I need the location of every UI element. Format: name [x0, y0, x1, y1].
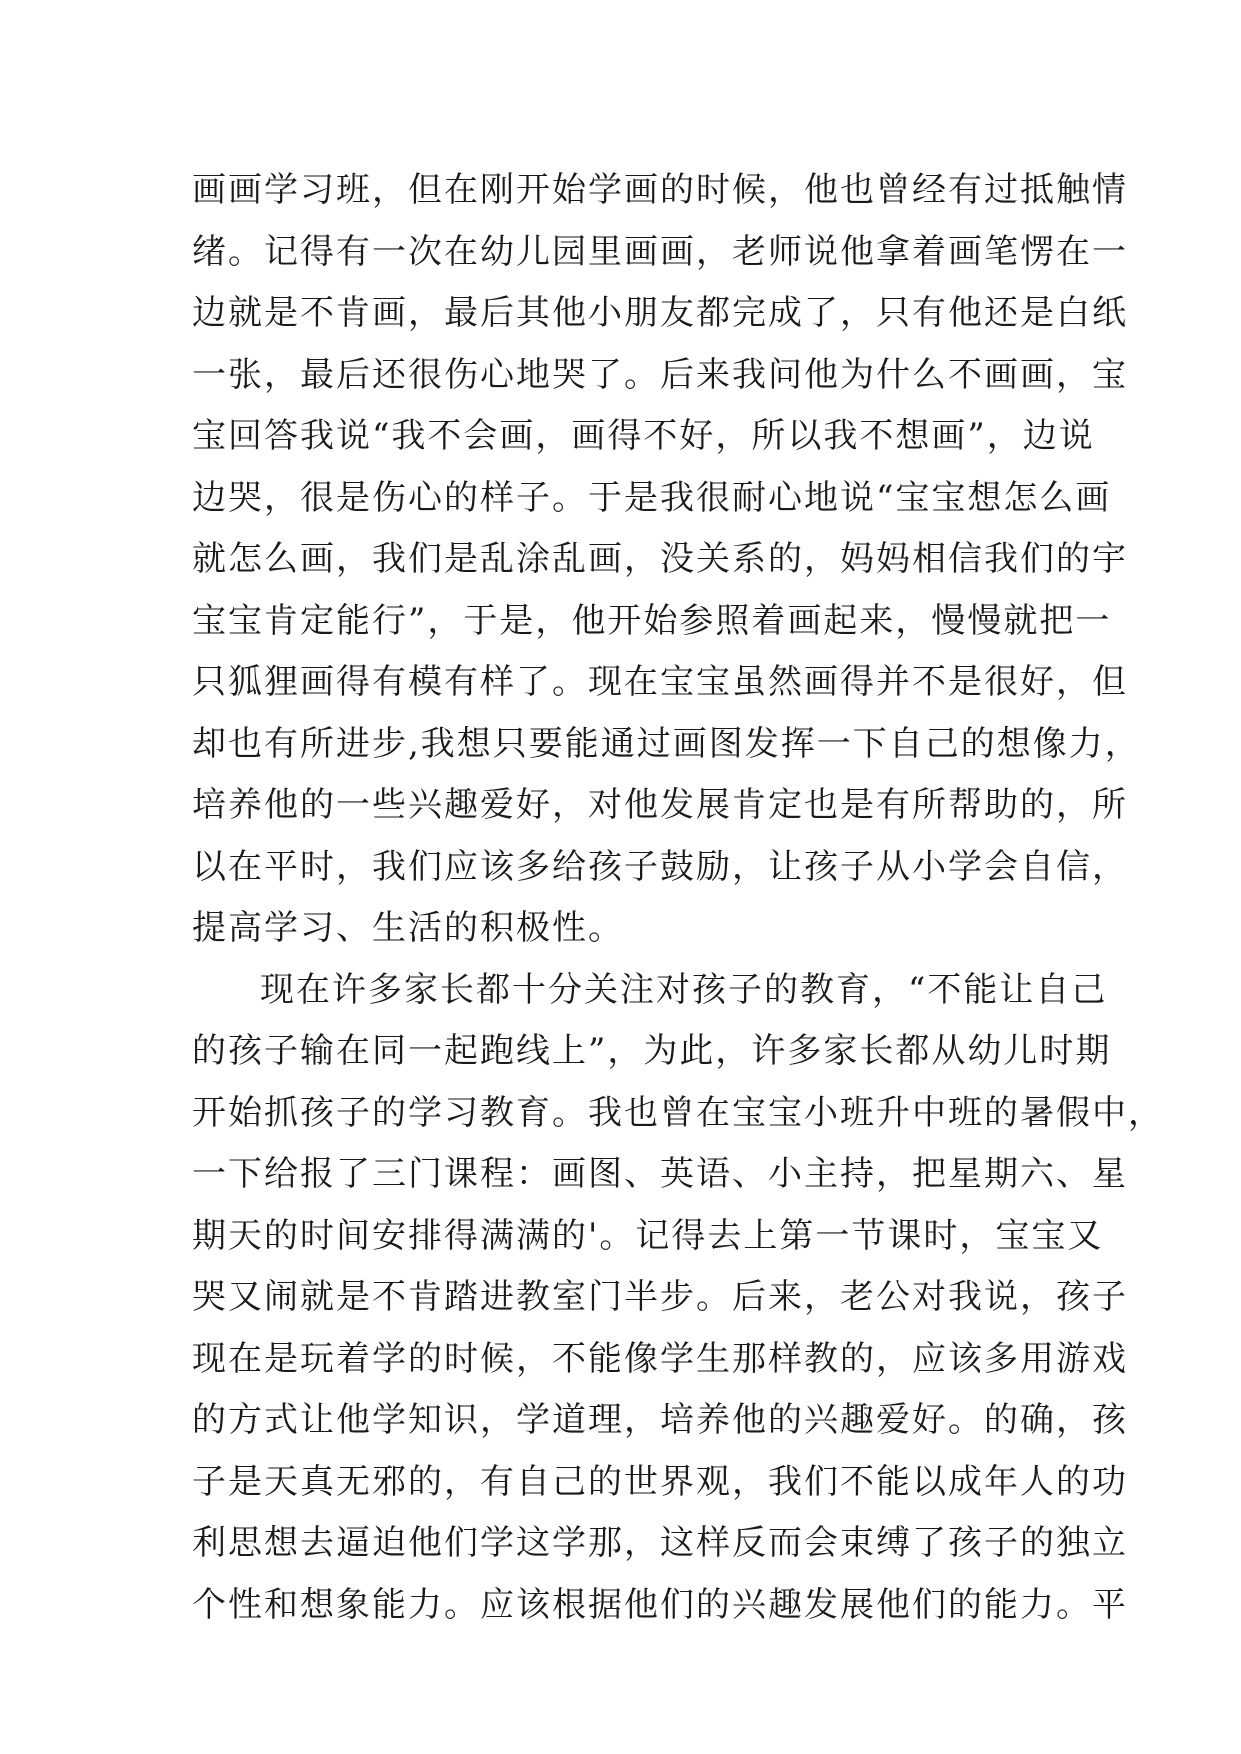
text-line: 利思想去逼迫他们学这学那，这样反而会束缚了孩子的独立 [192, 1523, 1128, 1563]
text-line: 却也有所进步,我想只要能通过画图发挥一下自己的想像力， [192, 723, 1141, 764]
text-line: 边就是不肯画，最后其他小朋友都完成了，只有他还是白纸 [192, 293, 1128, 333]
text-line: 宝宝肯定能行”，于是，他开始参照着画起来，慢慢就把一 [192, 600, 1112, 641]
text-line: 就怎么画，我们是乱涂乱画，没关系的，妈妈相信我们的宇 [192, 539, 1128, 579]
text-line: 宝回答我说“我不会画，画得不好，所以我不想画”，边说 [192, 416, 1095, 456]
text-line: 提高学习、生活的积极性。 [192, 908, 624, 948]
text-line: 现在许多家长都十分关注对孩子的教育，“不能让自己 [260, 969, 1108, 1010]
text-line: 哭又闹就是不肯踏进教室门半步。后来，老公对我说，孩子 [192, 1277, 1128, 1317]
text-line: 画画学习班，但在刚开始学画的时候，他也曾经有过抵触情 [192, 170, 1128, 210]
paragraph [192, 960, 1164, 1637]
body-text [192, 160, 1164, 1636]
text-line: 子是天真无邪的，有自己的世界观，我们不能以成年人的功 [192, 1461, 1128, 1502]
text-line: 开始抓孩子的学习教育。我也曾在宝宝小班升中班的暑假中， [192, 1092, 1164, 1133]
text-line: 期天的时间安排得满满的'。记得去上第一节课时，宝宝又 [192, 1215, 1104, 1256]
text-line: 边哭，很是伤心的样子。于是我很耐心地说“宝宝想怎么画 [192, 477, 1112, 518]
paragraph [192, 160, 1141, 960]
text-line: 以在平时，我们应该多给孩子鼓励，让孩子从小学会自信， [192, 846, 1128, 887]
text-line: 培养他的一些兴趣爱好，对他发展肯定也是有所帮助的，所 [192, 785, 1128, 825]
text-line: 的方式让他学知识，学道理，培养他的兴趣爱好。的确，孩 [192, 1400, 1128, 1440]
text-line: 的孩子输在同一起跑线上”，为此，许多家长都从幼儿时期 [192, 1031, 1112, 1071]
text-line: 一下给报了三门课程：画图、英语、小主持，把星期六、星 [192, 1154, 1128, 1194]
text-line: 一张，最后还很伤心地哭了。后来我问他为什么不画画，宝 [192, 354, 1128, 395]
text-line: 绪。记得有一次在幼儿园里画画，老师说他拿着画笔愣在一 [192, 231, 1128, 272]
text-line: 现在是玩着学的时候，不能像学生那样教的，应该多用游戏 [192, 1338, 1128, 1379]
text-line: 个性和想象能力。应该根据他们的兴趣发展他们的能力。平 [192, 1584, 1128, 1625]
text-line: 只狐狸画得有模有样了。现在宝宝虽然画得并不是很好，但 [192, 662, 1128, 702]
